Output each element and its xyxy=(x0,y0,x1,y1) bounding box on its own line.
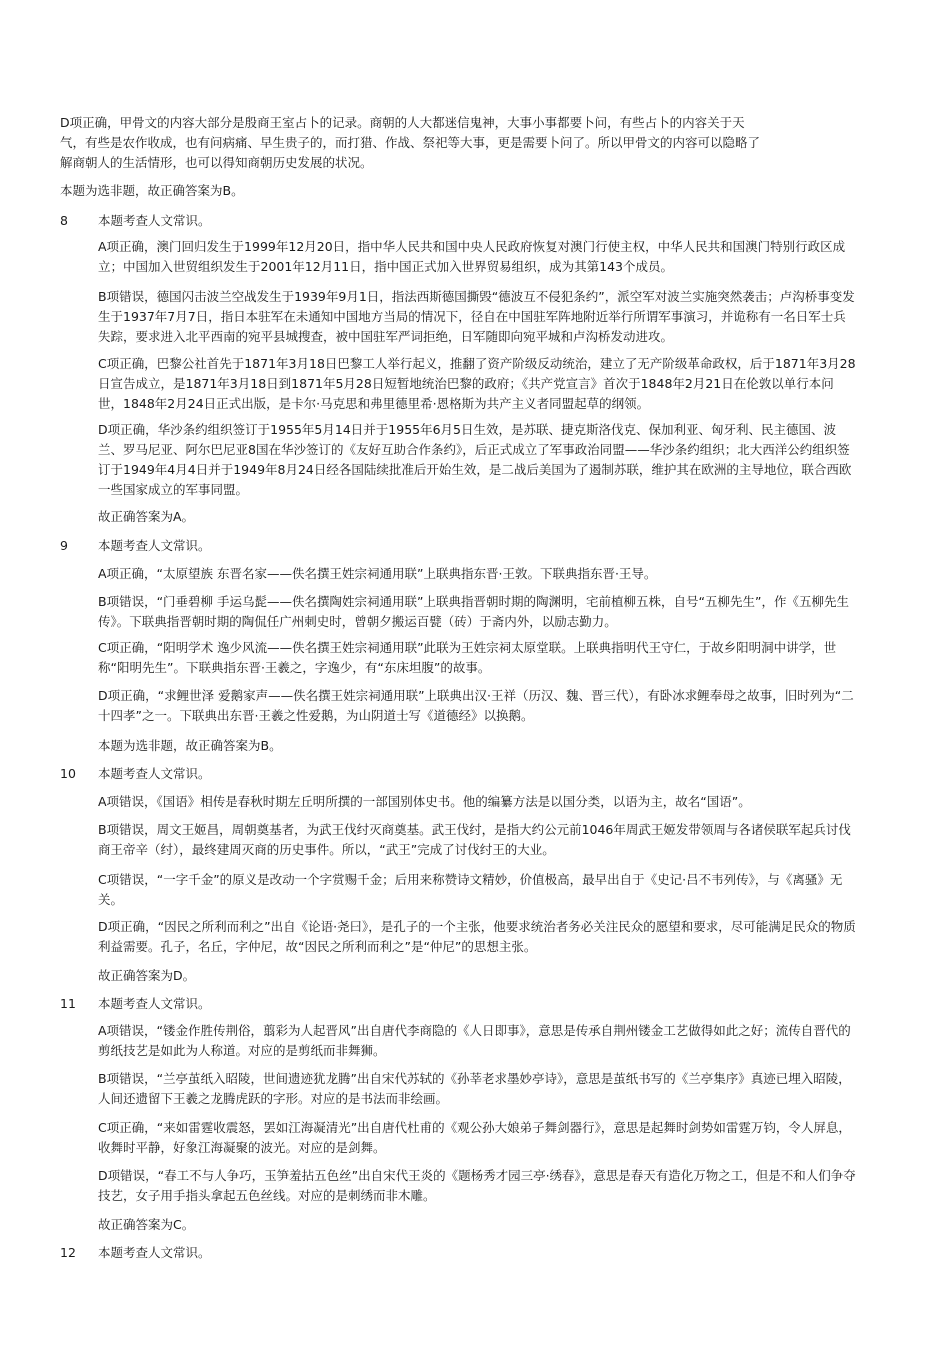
option-paragraph: D项正确，“求鲤世泽 爱鹅家声——佚名撰王姓宗祠通用联”上联典出汉·王祥（历汉、魏、晋三代），有卧冰求鲤奉母之故事，旧时列为“二十四孝”之一。下联典出东晋·王羲之性爱鹅，为山阴道士写《道德经》以换鹅。 xyxy=(98,688,854,723)
question-heading: 本题考查人文常识。 xyxy=(98,213,211,228)
question-heading: 本题考查人文常识。 xyxy=(98,996,211,1011)
question-number: 10 xyxy=(60,766,76,781)
option-paragraph: B项错误，“门垂碧柳 手运乌髭——佚名撰陶姓宗祠通用联”上联典指晋朝时期的陶渊明，宅前植柳五株，自号“五柳先生”，作《五柳先生传》。下联典指晋朝时期的陶侃任广州刺史时，曾朝夕搬运百甓（砖）于斋内外，以励志勤力。 xyxy=(98,594,849,629)
intro-line: D项正确，甲骨文的内容大部分是殷商王室占卜的记录。商朝的人大都迷信鬼神，大事小事都要卜问，有些占卜的内容关于天 xyxy=(60,115,745,130)
option-paragraph: C项正确，“阳明学术 逸少风流——佚名撰王姓宗祠通用联”此联为王姓宗祠太原堂联。上联典指明代王守仁，于故乡阳明洞中讲学，世称“阳明先生”。下联典指东晋·王羲之，字逸少，有“东床坦腹”的故事。 xyxy=(98,640,837,675)
option-paragraph: C项正确，巴黎公社首先于1871年3月18日巴黎工人举行起义，推翻了资产阶级反动统治，建立了无产阶级革命政权，后于1871年3月28日宣告成立，是1871年3月18日到1871年5月28日短暂地统治巴黎的政府；《共产党宣言》首次于1848年2月21日在伦敦以单行本问世，1848年2月24日正式出版，是卡尔·马克思和弗里德里希·恩格斯为共产主义者同盟起草的纲领。 xyxy=(98,356,856,411)
option-paragraph: B项错误，“兰亭茧纸入昭陵，世间遗迹犹龙腾”出自宋代苏轼的《孙莘老求墨妙亭诗》，意思是茧纸书写的《兰亭集序》真迹已埋入昭陵，人间还遗留下王羲之龙腾虎跃的字形。对应的是书法而非绘画。 xyxy=(98,1071,851,1106)
question-heading: 本题考查人文常识。 xyxy=(98,766,211,781)
answer-line: 故正确答案为D。 xyxy=(98,968,196,983)
question-number: 9 xyxy=(60,538,68,553)
option-paragraph: C项错误，“一字千金”的原义是改动一个字赏赐千金；后用来称赞诗文精妙，价值极高，最早出自于《史记·吕不韦列传》，与《离骚》无关。 xyxy=(98,872,843,907)
question-number: 12 xyxy=(60,1245,76,1260)
option-paragraph: B项错误，德国闪击波兰空战发生于1939年9月1日，指法西斯德国撕毁“德波互不侵犯条约”，派空军对波兰实施突然袭击；卢沟桥事变发生于1937年7月7日，指日本驻军在未通知中国地方当局的情况下，径自在中国驻军阵地附近举行所谓军事演习，并诡称有一名日军士兵失踪，要求进入北平西南的宛平县城搜查，被中国驻军严词拒绝，日军随即向宛平城和卢沟桥发动进攻。 xyxy=(98,289,855,344)
question-number: 11 xyxy=(60,996,76,1011)
option-paragraph: D项正确，“因民之所利而利之”出自《论语·尧曰》，是孔子的一个主张，他要求统治者务必关注民众的愿望和要求，尽可能满足民众的物质利益需要。孔子，名丘，字仲尼，故“因民之所利而利之”是“仲尼”的思想主张。 xyxy=(98,919,856,954)
option-paragraph: A项正确，澳门回归发生于1999年12月20日，指中华人民共和国中央人民政府恢复对澳门行使主权，中华人民共和国澳门特别行政区成立；中国加入世贸组织发生于2001年12月11日，指中国正式加入世界贸易组织，成为其第143个成员。 xyxy=(98,239,846,274)
option-paragraph: A项错误，“镂金作胜传荆俗，翦彩为人起晋风”出自唐代李商隐的《人日即事》，意思是传承自荆州镂金工艺做得如此之好；流传自晋代的剪纸技艺是如此为人称道。对应的是剪纸而非舞狮。 xyxy=(98,1023,851,1058)
option-paragraph: D项错误，“春工不与人争巧，玉笋羞拈五色丝”出自宋代王炎的《题杨秀才园三亭·绣春》，意思是春天有造化万物之工，但是不和人们争夺技艺，女子用手指头拿起五色丝线。对应的是刺绣而非木雕。 xyxy=(98,1168,856,1203)
question-heading: 本题考查人文常识。 xyxy=(98,1245,211,1260)
intro-answer: 本题为选非题，故正确答案为B。 xyxy=(60,183,244,198)
intro-section xyxy=(60,113,860,201)
intro-line: 气，有些是农作收成，也有问病痛、早生贵子的，而打猎、作战、祭祀等大事，更是需要卜问了。所以甲骨文的内容可以隐略了 xyxy=(60,135,761,150)
question-number: 8 xyxy=(60,213,68,228)
question-heading: 本题考查人文常识。 xyxy=(98,538,211,553)
intro-line: 解商朝人的生活情形，也可以得知商朝历史发展的状况。 xyxy=(60,155,373,170)
option-paragraph: B项错误，周文王姬昌，周朝奠基者，为武王伐纣灭商奠基。武王伐纣，是指大约公元前1046年周武王姬发带领周与各诸侯联军起兵讨伐商王帝辛（纣），最终建周灭商的历史事件。所以，“武王”完成了讨伐纣王的大业。 xyxy=(98,822,851,857)
option-paragraph: A项正确，“太原望族 东晋名家——佚名撰王姓宗祠通用联”上联典指东晋·王敦。下联典指东晋·王导。 xyxy=(98,566,657,581)
answer-line: 本题为选非题，故正确答案为B。 xyxy=(98,738,282,753)
option-paragraph: A项错误，《国语》相传是春秋时期左丘明所撰的一部国别体史书。他的编纂方法是以国分类，以语为主，故名“国语”。 xyxy=(98,794,751,809)
answer-line: 故正确答案为A。 xyxy=(98,509,195,524)
answer-line: 故正确答案为C。 xyxy=(98,1217,195,1232)
option-paragraph: C项正确，“来如雷霆收震怒，罢如江海凝清光”出自唐代杜甫的《观公孙大娘弟子舞剑器行》，意思是起舞时剑势如雷霆万钧，令人屏息，收舞时平静，好象江海凝聚的波光。对应的是剑舞。 xyxy=(98,1120,851,1155)
option-paragraph: D项正确，华沙条约组织签订于1955年5月14日并于1955年6月5日生效，是苏联、捷克斯洛伐克、保加利亚、匈牙利、民主德国、波兰、罗马尼亚、阿尔巴尼亚8国在华沙签订的《友好互助合作条约》，后正式成立了军事政治同盟——华沙条约组织；北大西洋公约组织签订于1949年4月4日并于1949年8月24日经各国陆续批准后开始生效，是二战后美国为了遏制苏联，维护其在欧洲的主导地位，联合西欧一些国家成立的军事同盟。 xyxy=(98,422,852,497)
